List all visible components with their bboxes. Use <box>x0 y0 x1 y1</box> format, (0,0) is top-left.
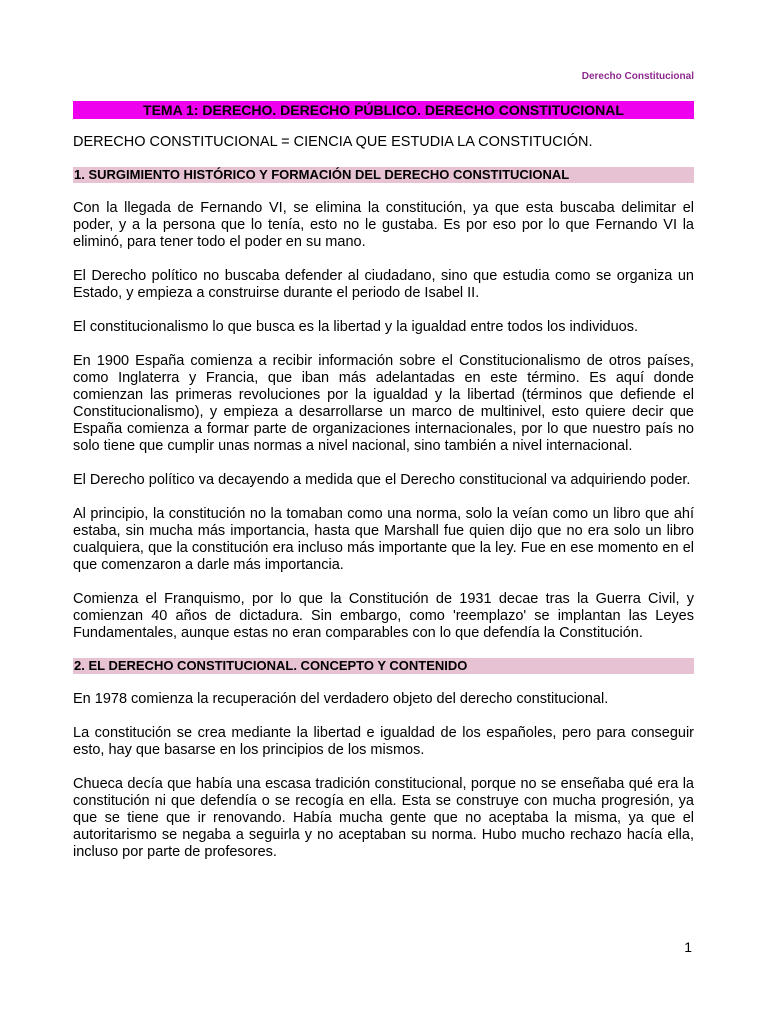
paragraph: Al principio, la constitución no la tomaban como una norma, solo la veían como un libro que ahí estaba, sin mucha más importancia, hasta que Marshall fue quien dijo que no era solo un libro cualquiera, que la constitución era incluso más importante que la ley. Fue en ese momento en el que comenzaron a darle más importancia. <box>73 506 694 573</box>
document-body <box>73 101 694 861</box>
paragraph: El constitucionalismo lo que busca es la libertad y la igualdad entre todos los individuos. <box>73 319 639 335</box>
running-header: Derecho Constitucional <box>581 71 694 82</box>
section-heading-1: 1. SURGIMIENTO HISTÓRICO Y FORMACIÓN DEL DERECHO CONSTITUCIONAL <box>73 167 694 183</box>
section-heading-2: 2. EL DERECHO CONSTITUCIONAL. CONCEPTO Y CONTENIDO <box>73 658 694 674</box>
tema-title: TEMA 1: DERECHO. DERECHO PÚBLICO. DERECHO CONSTITUCIONAL <box>73 101 694 119</box>
paragraph: La constitución se crea mediante la libertad e igualdad de los españoles, pero para conseguir esto, hay que basarse en los principios de los mismos. <box>73 725 694 758</box>
paragraph: Con la llegada de Fernando VI, se elimina la constitución, ya que esta buscaba delimitar el poder, y a la persona que lo tenía, esto no le gustaba. Es por eso por lo que Fernando VI la eliminó, para tener todo el poder en su mano. <box>73 200 694 250</box>
paragraph: El Derecho político no buscaba defender al ciudadano, sino que estudia como se organiza un Estado, y empieza a construirse durante el periodo de Isabel II. <box>73 268 694 301</box>
definition-line: DERECHO CONSTITUCIONAL = CIENCIA QUE ESTUDIA LA CONSTITUCIÓN. <box>73 134 593 150</box>
paragraph: Chueca decía que había una escasa tradición constitucional, porque no se enseñaba qué era la constitución ni que defendía o se recogía en ella. Esta se construye con mucha progresión, ya que se tiene que ir renovando. Había mucha gente que no aceptaba la misma, ya que el autoritarismo se negaba a seguirla y no aceptaban su norma. Hubo mucho rechazo hacía ella, incluso por parte de profesores. <box>73 776 694 860</box>
paragraph: Comienza el Franquismo, por lo que la Constitución de 1931 decae tras la Guerra Civil, y comienzan 40 años de dictadura. Sin embargo, como 'reemplazo' se implantan las Leyes Fundamentales, aunque estas no eran comparables con lo que defendía la Constitución. <box>73 591 694 641</box>
paragraph: En 1978 comienza la recuperación del verdadero objeto del derecho constitucional. <box>73 691 609 707</box>
paragraph: En 1900 España comienza a recibir información sobre el Constitucionalismo de otros países, como Inglaterra y Francia, que iban más adelantadas en este término. Es aquí donde comienzan las primeras revoluciones por la igualdad y la libertad (términos que defiende el Constitucionalismo), y empieza a desarrollarse un marco de multinivel, esto quiere decir que España comienza a formar parte de organizaciones internacionales, por lo que nuestro país no solo tiene que cumplir unas normas a nivel nacional, sino también a nivel internacional. <box>73 353 694 454</box>
page-number: 1 <box>684 939 692 955</box>
paragraph: El Derecho político va decayendo a medida que el Derecho constitucional va adquiriendo poder. <box>73 472 691 488</box>
